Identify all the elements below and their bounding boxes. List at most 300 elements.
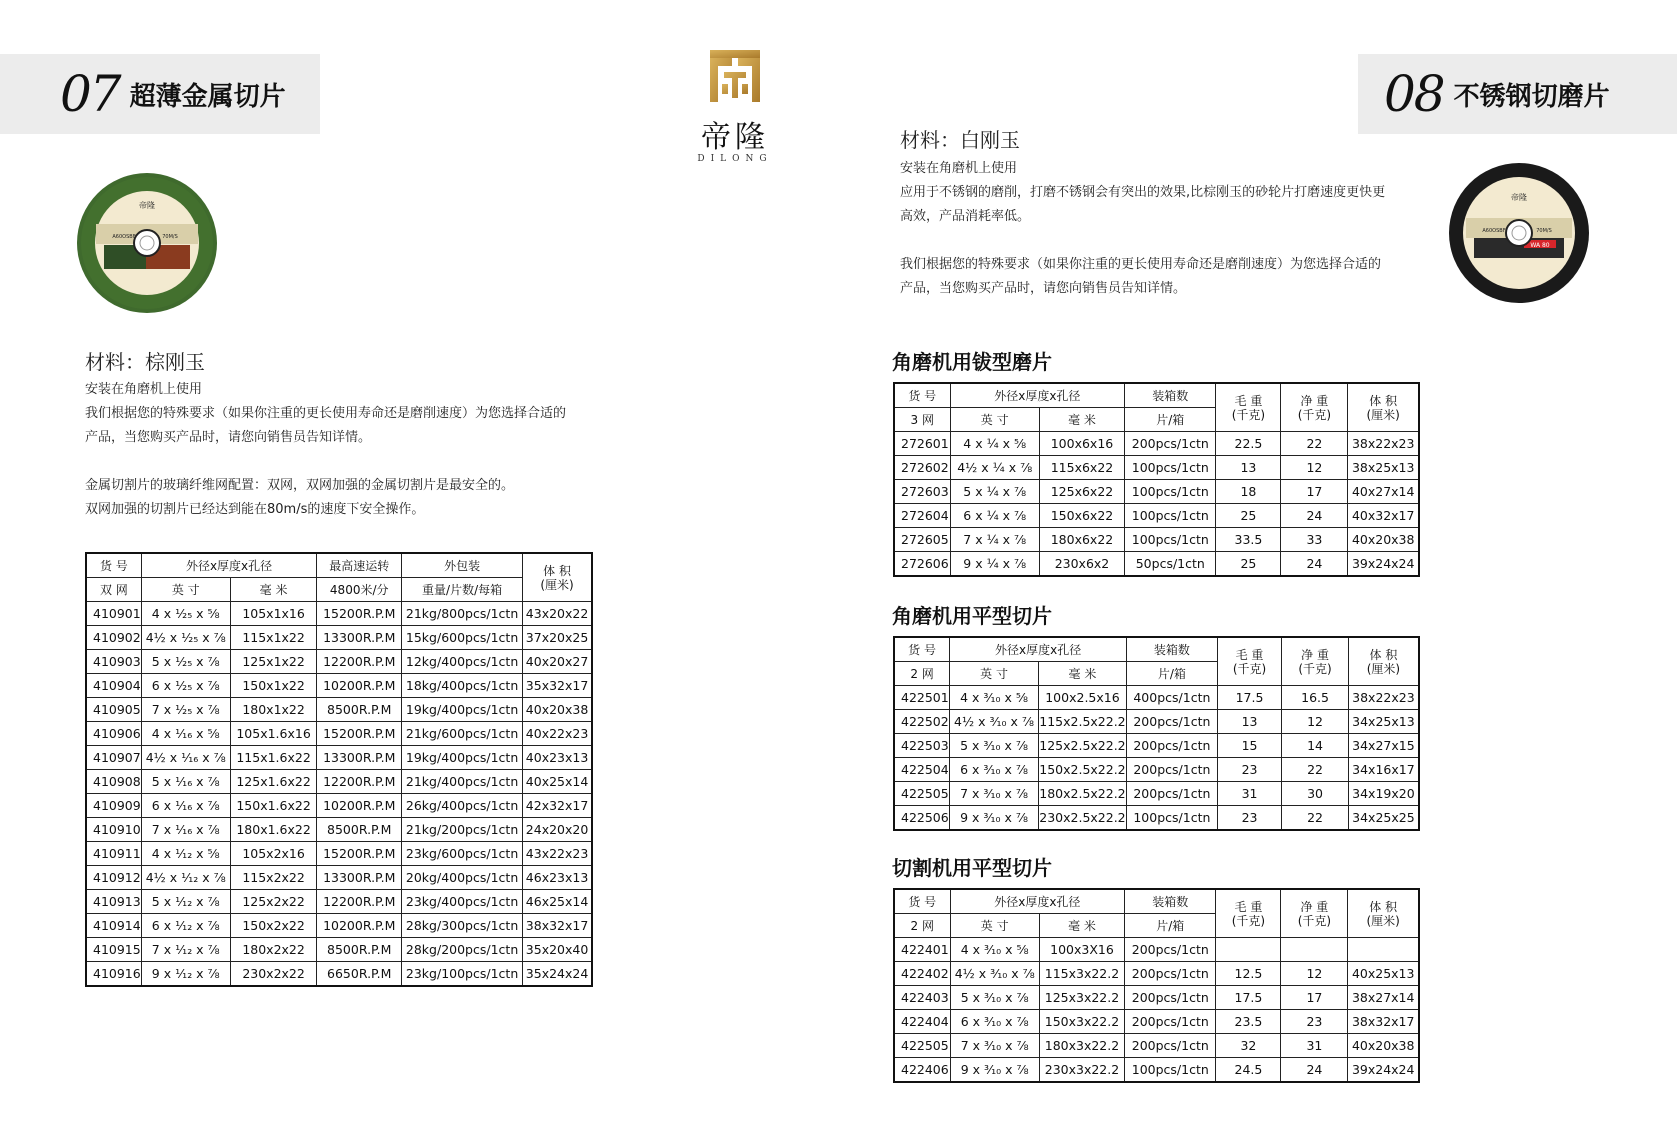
header-gross-weight <box>1216 383 1281 432</box>
header-cell: 外包装 <box>402 553 523 578</box>
cell-mm: 230x2.5x22.2 <box>1038 806 1126 831</box>
header-cell: 2 网 <box>894 914 950 938</box>
cell-item-no: 410910 <box>86 818 141 842</box>
cell-mm: 150x3x22.2 <box>1039 1010 1124 1034</box>
table-body <box>86 602 592 987</box>
header-cell: 装箱数 <box>1125 383 1216 408</box>
cell-volume: 35x24x24 <box>523 962 592 987</box>
cell-inch: 5 x ¹⁄₁₆ x ⅞ <box>141 770 230 794</box>
cell-net: 22 <box>1281 432 1348 456</box>
cell-rpm: 10200R.P.M <box>317 914 402 938</box>
cell-volume: 40x20x38 <box>1348 1034 1419 1058</box>
section-tab-08 <box>1358 54 1677 134</box>
cell-inch: 4 x ¹⁄₂₅ x ⅝ <box>141 602 230 626</box>
header-label: 体 积 <box>1369 647 1398 662</box>
cell-mm: 180x2x22 <box>230 938 317 962</box>
section-title: 超薄金属切片 <box>129 81 286 112</box>
cell-mm: 105x2x16 <box>230 842 317 866</box>
cell-rpm: 10200R.P.M <box>317 674 402 698</box>
table-row <box>86 674 592 698</box>
cell-volume: 40x23x13 <box>523 746 592 770</box>
cell-inch: 7 x ¹⁄₁₆ x ⅞ <box>141 818 230 842</box>
table-row <box>86 602 592 626</box>
header-label: 体 积 <box>1369 393 1398 408</box>
header-net-weight <box>1281 383 1348 432</box>
cell-package: 19kg/400pcs/1ctn <box>402 746 523 770</box>
cell-net: 22 <box>1282 806 1349 831</box>
cell-item-no: 272604 <box>894 504 950 528</box>
cell-volume: 39x24x24 <box>1348 552 1419 577</box>
header-label: 净 重 <box>1300 393 1329 408</box>
cell-gross: 23 <box>1217 806 1282 831</box>
cell-package: 400pcs/1ctn <box>1127 686 1218 710</box>
header-cell: 片/箱 <box>1125 408 1216 432</box>
table-row <box>86 938 592 962</box>
cell-inch: 6 x ¹⁄₁₆ x ⅞ <box>141 794 230 818</box>
cell-inch: 6 x ¼ x ⅞ <box>950 504 1039 528</box>
disc-badge: WA 80 <box>1530 242 1550 249</box>
cell-net: 17 <box>1281 480 1348 504</box>
cell-mm: 230x2x22 <box>230 962 317 987</box>
table-row <box>86 794 592 818</box>
cell-inch: 4 x ¼ x ⅝ <box>950 432 1039 456</box>
description <box>900 157 1385 301</box>
header-gross-weight <box>1216 889 1281 938</box>
cell-mm: 125x1x22 <box>230 650 317 674</box>
cell-volume: 38x25x13 <box>1348 456 1419 480</box>
cell-gross: 13 <box>1216 456 1281 480</box>
description-line: 产品，当您购买产品时，请您向销售员告知详情。 <box>85 430 372 445</box>
cell-net: 12 <box>1281 456 1348 480</box>
cell-mm: 180x1x22 <box>230 698 317 722</box>
cell-item-no: 422501 <box>894 686 950 710</box>
cell-rpm: 15200R.P.M <box>317 842 402 866</box>
cell-package: 21kg/800pcs/1ctn <box>402 602 523 626</box>
brand-logo <box>690 44 780 164</box>
cell-net: 14 <box>1282 734 1349 758</box>
header-cell: 片/箱 <box>1125 914 1216 938</box>
cell-volume: 39x24x24 <box>1348 1058 1419 1083</box>
header-cell: 外径x厚度x孔径 <box>141 553 317 578</box>
header-cell: 重量/片数/每箱 <box>402 578 523 602</box>
cell-inch: 6 x ¹⁄₁₂ x ⅞ <box>141 914 230 938</box>
cell-rpm: 12200R.P.M <box>317 890 402 914</box>
cell-item-no: 422505 <box>894 782 950 806</box>
cell-inch: 6 x ³⁄₁₀ x ⅞ <box>950 758 1039 782</box>
header-cell: 货 号 <box>894 383 950 408</box>
cell-mm: 150x2.5x22.2 <box>1038 758 1126 782</box>
cell-volume: 38x32x17 <box>523 914 592 938</box>
cell-net: 33 <box>1281 528 1348 552</box>
cell-volume: 43x20x22 <box>523 602 592 626</box>
description-line: 安装在角磨机上使用 <box>85 382 203 397</box>
cell-item-no: 410911 <box>86 842 141 866</box>
cell-rpm: 13300R.P.M <box>317 746 402 770</box>
cell-mm: 180x1.6x22 <box>230 818 317 842</box>
table-row <box>894 1034 1419 1058</box>
cell-inch: 7 x ³⁄₁₀ x ⅞ <box>950 1034 1039 1058</box>
table-row <box>86 650 592 674</box>
header-volume <box>1348 383 1419 432</box>
description-line: 金属切割片的玻璃纤维网配置：双网，双网加强的金属切割片是最安全的。 <box>85 478 515 493</box>
header-unit: (千克) <box>1232 661 1267 676</box>
cell-net: 22 <box>1282 758 1349 782</box>
cell-gross: 17.5 <box>1217 686 1282 710</box>
header-cell: 最高速运转 <box>317 553 402 578</box>
cell-volume: 38x22x23 <box>1348 686 1419 710</box>
cell-item-no: 422404 <box>894 1010 950 1034</box>
table-row <box>86 914 592 938</box>
cell-net: 24 <box>1281 552 1348 577</box>
section-number: 08 <box>1384 65 1444 123</box>
cell-item-no: 410914 <box>86 914 141 938</box>
cell-inch: 9 x ³⁄₁₀ x ⅞ <box>950 1058 1039 1083</box>
cell-item-no: 422506 <box>894 806 950 831</box>
header-net-weight <box>1281 889 1348 938</box>
cell-volume: 34x19x20 <box>1348 782 1419 806</box>
product-disc-green <box>76 172 218 314</box>
cell-rpm: 6650R.P.M <box>317 962 402 987</box>
cell-mm: 100x6x16 <box>1039 432 1124 456</box>
cell-net: 23 <box>1281 1010 1348 1034</box>
cell-mm: 115x6x22 <box>1039 456 1124 480</box>
table-row <box>86 866 592 890</box>
description <box>85 378 566 522</box>
header-gross-weight <box>1217 637 1282 686</box>
cell-item-no: 422503 <box>894 734 950 758</box>
cell-gross: 31 <box>1217 782 1282 806</box>
cell-net: 17 <box>1281 986 1348 1010</box>
cell-volume: 35x20x40 <box>523 938 592 962</box>
cell-gross: 33.5 <box>1216 528 1281 552</box>
table-header-row <box>894 383 1419 408</box>
description-line: 双网加强的切割片已经达到能在80m/s的速度下安全操作。 <box>85 502 425 517</box>
cell-inch: 4½ x ¹⁄₁₆ x ⅞ <box>141 746 230 770</box>
cell-package: 200pcs/1ctn <box>1127 710 1218 734</box>
cell-package: 12kg/400pcs/1ctn <box>402 650 523 674</box>
cell-rpm: 15200R.P.M <box>317 602 402 626</box>
table-header-row <box>894 889 1419 914</box>
cell-item-no: 422502 <box>894 710 950 734</box>
cell-inch: 4½ x ¹⁄₁₂ x ⅞ <box>141 866 230 890</box>
header-unit: (千克) <box>1231 913 1266 928</box>
cell-volume: 38x32x17 <box>1348 1010 1419 1034</box>
cell-inch: 7 x ³⁄₁₀ x ⅞ <box>950 782 1039 806</box>
disc-speed: 70M/S <box>162 234 178 240</box>
cell-inch: 4 x ³⁄₁₀ x ⅝ <box>950 938 1039 962</box>
header-label: 毛 重 <box>1234 899 1263 914</box>
spec-table <box>893 382 1420 577</box>
cell-item-no: 410904 <box>86 674 141 698</box>
cell-gross <box>1216 938 1281 962</box>
table-header-row <box>894 637 1419 662</box>
description-line: 安装在角磨机上使用 <box>900 161 1018 176</box>
cell-inch: 4 x ¹⁄₁₂ x ⅝ <box>141 842 230 866</box>
header-volume-unit: (厘米) <box>540 577 574 592</box>
header-cell-volume <box>523 553 592 602</box>
section-tab-07 <box>0 54 320 134</box>
header-cell: 毫 米 <box>230 578 317 602</box>
header-cell: 2 网 <box>894 662 950 686</box>
cell-inch: 5 x ¹⁄₂₅ x ⅞ <box>141 650 230 674</box>
cell-gross: 23 <box>1217 758 1282 782</box>
cell-rpm: 8500R.P.M <box>317 938 402 962</box>
cell-package: 200pcs/1ctn <box>1127 734 1218 758</box>
cell-volume: 35x32x17 <box>523 674 592 698</box>
table-row <box>894 552 1419 577</box>
cell-gross: 13 <box>1217 710 1282 734</box>
cell-net: 24 <box>1281 1058 1348 1083</box>
cell-item-no: 410913 <box>86 890 141 914</box>
cell-inch: 9 x ³⁄₁₀ x ⅞ <box>950 806 1039 831</box>
header-cell: 毫 米 <box>1038 662 1126 686</box>
cell-rpm: 12200R.P.M <box>317 650 402 674</box>
description-line: 应用于不锈钢的磨削，打磨不锈钢会有突出的效果,比棕刚玉的砂轮片打磨速度更快更 <box>900 185 1386 200</box>
header-cell: 装箱数 <box>1127 637 1218 662</box>
cell-item-no: 410915 <box>86 938 141 962</box>
table-row <box>894 432 1419 456</box>
table-row <box>894 480 1419 504</box>
cell-package: 23kg/600pcs/1ctn <box>402 842 523 866</box>
header-cell: 外径x厚度x孔径 <box>950 889 1125 914</box>
cell-package: 100pcs/1ctn <box>1125 456 1216 480</box>
cell-volume: 40x27x14 <box>1348 480 1419 504</box>
header-label: 净 重 <box>1300 899 1329 914</box>
cell-package: 100pcs/1ctn <box>1127 806 1218 831</box>
cell-inch: 5 x ¼ x ⅞ <box>950 480 1039 504</box>
table-row <box>86 842 592 866</box>
product-disc-black <box>1448 162 1590 304</box>
cell-volume: 42x32x17 <box>523 794 592 818</box>
cell-item-no: 422406 <box>894 1058 950 1083</box>
cell-mm: 150x1.6x22 <box>230 794 317 818</box>
cell-volume: 38x27x14 <box>1348 986 1419 1010</box>
cell-mm: 115x3x22.2 <box>1039 962 1124 986</box>
cell-inch: 9 x ¹⁄₁₂ x ⅞ <box>141 962 230 987</box>
header-cell: 货 号 <box>894 889 950 914</box>
header-cell: 外径x厚度x孔径 <box>950 637 1127 662</box>
cell-mm: 125x1.6x22 <box>230 770 317 794</box>
header-label: 净 重 <box>1301 647 1329 662</box>
header-cell: 货 号 <box>894 637 950 662</box>
cell-package: 200pcs/1ctn <box>1127 758 1218 782</box>
cell-package: 19kg/400pcs/1ctn <box>402 698 523 722</box>
table-row <box>86 746 592 770</box>
header-cell: 外径x厚度x孔径 <box>950 383 1125 408</box>
table-header-row <box>86 578 592 602</box>
header-unit: (千克) <box>1298 661 1332 676</box>
header-cell: 英 寸 <box>141 578 230 602</box>
header-unit: (千克) <box>1297 913 1332 928</box>
cell-package: 200pcs/1ctn <box>1125 938 1216 962</box>
cell-mm: 115x1.6x22 <box>230 746 317 770</box>
header-cell: 片/箱 <box>1127 662 1218 686</box>
cell-rpm: 8500R.P.M <box>317 698 402 722</box>
header-cell: 英 寸 <box>950 408 1039 432</box>
cell-volume: 46x25x14 <box>523 890 592 914</box>
table-row <box>894 1058 1419 1083</box>
cell-rpm: 15200R.P.M <box>317 722 402 746</box>
cell-volume: 34x27x15 <box>1348 734 1419 758</box>
cell-item-no: 410907 <box>86 746 141 770</box>
cell-net: 12 <box>1281 962 1348 986</box>
material-title: 材料：棕刚玉 <box>85 350 205 374</box>
cell-item-no: 410905 <box>86 698 141 722</box>
cell-inch: 7 x ¹⁄₂₅ x ⅞ <box>141 698 230 722</box>
header-volume <box>1348 637 1419 686</box>
cell-gross: 24.5 <box>1216 1058 1281 1083</box>
cell-mm: 100x2.5x16 <box>1038 686 1126 710</box>
cell-inch: 4½ x ³⁄₁₀ x ⅞ <box>950 710 1039 734</box>
cell-gross: 17.5 <box>1216 986 1281 1010</box>
cell-volume: 37x20x25 <box>523 626 592 650</box>
cell-package: 18kg/400pcs/1ctn <box>402 674 523 698</box>
table-section-title: 切割机用平型切片 <box>892 856 1052 880</box>
table-row <box>894 528 1419 552</box>
cell-mm: 180x3x22.2 <box>1039 1034 1124 1058</box>
cell-package: 28kg/300pcs/1ctn <box>402 914 523 938</box>
cell-rpm: 13300R.P.M <box>317 626 402 650</box>
spec-table <box>893 636 1420 831</box>
cell-package: 21kg/200pcs/1ctn <box>402 818 523 842</box>
cell-net: 16.5 <box>1282 686 1349 710</box>
table-row <box>894 710 1419 734</box>
table-row <box>894 456 1419 480</box>
header-volume-label: 体 积 <box>543 563 571 578</box>
cell-item-no: 422505 <box>894 1034 950 1058</box>
cell-package: 100pcs/1ctn <box>1125 528 1216 552</box>
spec-table <box>893 888 1420 1083</box>
table-row <box>86 698 592 722</box>
cell-mm: 150x1x22 <box>230 674 317 698</box>
table-row <box>894 986 1419 1010</box>
header-unit: (厘米) <box>1366 661 1401 676</box>
cell-mm: 230x6x2 <box>1039 552 1124 577</box>
cell-net: 31 <box>1281 1034 1348 1058</box>
header-label: 毛 重 <box>1234 393 1263 408</box>
cell-mm: 125x3x22.2 <box>1039 986 1124 1010</box>
cell-package: 23kg/100pcs/1ctn <box>402 962 523 987</box>
cell-net: 12 <box>1282 710 1349 734</box>
cell-inch: 4½ x ¹⁄₂₅ x ⅞ <box>141 626 230 650</box>
cell-inch: 7 x ¼ x ⅞ <box>950 528 1039 552</box>
cell-package: 200pcs/1ctn <box>1127 782 1218 806</box>
disc-brand-label: 帝隆 <box>139 201 155 210</box>
cell-inch: 5 x ¹⁄₁₂ x ⅞ <box>141 890 230 914</box>
cell-package: 26kg/400pcs/1ctn <box>402 794 523 818</box>
cell-gross: 18 <box>1216 480 1281 504</box>
cell-item-no: 410912 <box>86 866 141 890</box>
cell-inch: 6 x ³⁄₁₀ x ⅞ <box>950 1010 1039 1034</box>
cell-volume: 40x32x17 <box>1348 504 1419 528</box>
header-unit: (厘米) <box>1366 407 1400 422</box>
cell-inch: 6 x ¹⁄₂₅ x ⅞ <box>141 674 230 698</box>
description-spacer <box>900 229 1385 253</box>
cell-mm: 105x1x16 <box>230 602 317 626</box>
table-row <box>86 818 592 842</box>
cell-item-no: 410906 <box>86 722 141 746</box>
table-row <box>894 504 1419 528</box>
cell-package: 21kg/600pcs/1ctn <box>402 722 523 746</box>
cell-volume: 40x22x23 <box>523 722 592 746</box>
cell-item-no: 272603 <box>894 480 950 504</box>
cell-item-no: 422402 <box>894 962 950 986</box>
cell-item-no: 272605 <box>894 528 950 552</box>
cell-volume: 46x23x13 <box>523 866 592 890</box>
table-row <box>86 770 592 794</box>
cell-package: 20kg/400pcs/1ctn <box>402 866 523 890</box>
table-row <box>894 938 1419 962</box>
cell-mm: 230x3x22.2 <box>1039 1058 1124 1083</box>
header-cell: 毫 米 <box>1039 408 1124 432</box>
table-section-title: 角磨机用平型切片 <box>892 604 1052 628</box>
header-unit: (厘米) <box>1366 913 1400 928</box>
brand-name-en: DILONG <box>697 154 773 164</box>
cell-volume: 40x20x38 <box>523 698 592 722</box>
section-title: 不锈钢切磨片 <box>1453 81 1610 112</box>
disc-label: A60OSBF <box>112 234 136 240</box>
header-cell: 3 网 <box>894 408 950 432</box>
cell-mm: 105x1.6x16 <box>230 722 317 746</box>
table-row <box>894 686 1419 710</box>
brand-emblem-icon <box>704 44 766 106</box>
cell-package: 200pcs/1ctn <box>1125 962 1216 986</box>
cell-package: 23kg/400pcs/1ctn <box>402 890 523 914</box>
header-cell: 4800米/分 <box>317 578 402 602</box>
table-row <box>894 806 1419 831</box>
cell-package: 100pcs/1ctn <box>1125 504 1216 528</box>
cell-volume: 34x25x13 <box>1348 710 1419 734</box>
header-net-weight <box>1282 637 1349 686</box>
cell-item-no: 272606 <box>894 552 950 577</box>
header-volume <box>1348 889 1419 938</box>
cell-package: 100pcs/1ctn <box>1125 1058 1216 1083</box>
disc-speed: 70M/S <box>1536 228 1552 234</box>
cell-mm: 115x2x22 <box>230 866 317 890</box>
cell-rpm: 12200R.P.M <box>317 770 402 794</box>
table-row <box>894 734 1419 758</box>
cell-item-no: 410916 <box>86 962 141 987</box>
cell-package: 100pcs/1ctn <box>1125 480 1216 504</box>
cell-item-no: 272602 <box>894 456 950 480</box>
cell-mm: 115x2.5x22.2 <box>1038 710 1126 734</box>
cell-rpm: 10200R.P.M <box>317 794 402 818</box>
disc-label: A60OSBF <box>1482 228 1506 234</box>
cell-gross: 12.5 <box>1216 962 1281 986</box>
table-header-row <box>86 553 592 578</box>
cell-mm: 125x2.5x22.2 <box>1038 734 1126 758</box>
table-row <box>894 758 1419 782</box>
cell-item-no: 422403 <box>894 986 950 1010</box>
cell-volume: 38x22x23 <box>1348 432 1419 456</box>
header-cell: 双 网 <box>86 578 141 602</box>
cell-item-no: 272601 <box>894 432 950 456</box>
table-section-title: 角磨机用钹型磨片 <box>892 350 1052 374</box>
cell-item-no: 410902 <box>86 626 141 650</box>
description-line: 高效，产品消耗率低。 <box>900 209 1031 224</box>
header-label: 体 积 <box>1369 899 1398 914</box>
cell-inch: 4 x ³⁄₁₀ x ⅝ <box>950 686 1039 710</box>
cell-net: 24 <box>1281 504 1348 528</box>
cell-rpm: 8500R.P.M <box>317 818 402 842</box>
cell-mm: 115x1x22 <box>230 626 317 650</box>
table-row <box>86 626 592 650</box>
cell-package: 28kg/200pcs/1ctn <box>402 938 523 962</box>
cell-volume: 43x22x23 <box>523 842 592 866</box>
section-number: 07 <box>60 65 120 123</box>
table-row <box>86 962 592 987</box>
cell-gross: 15 <box>1217 734 1282 758</box>
